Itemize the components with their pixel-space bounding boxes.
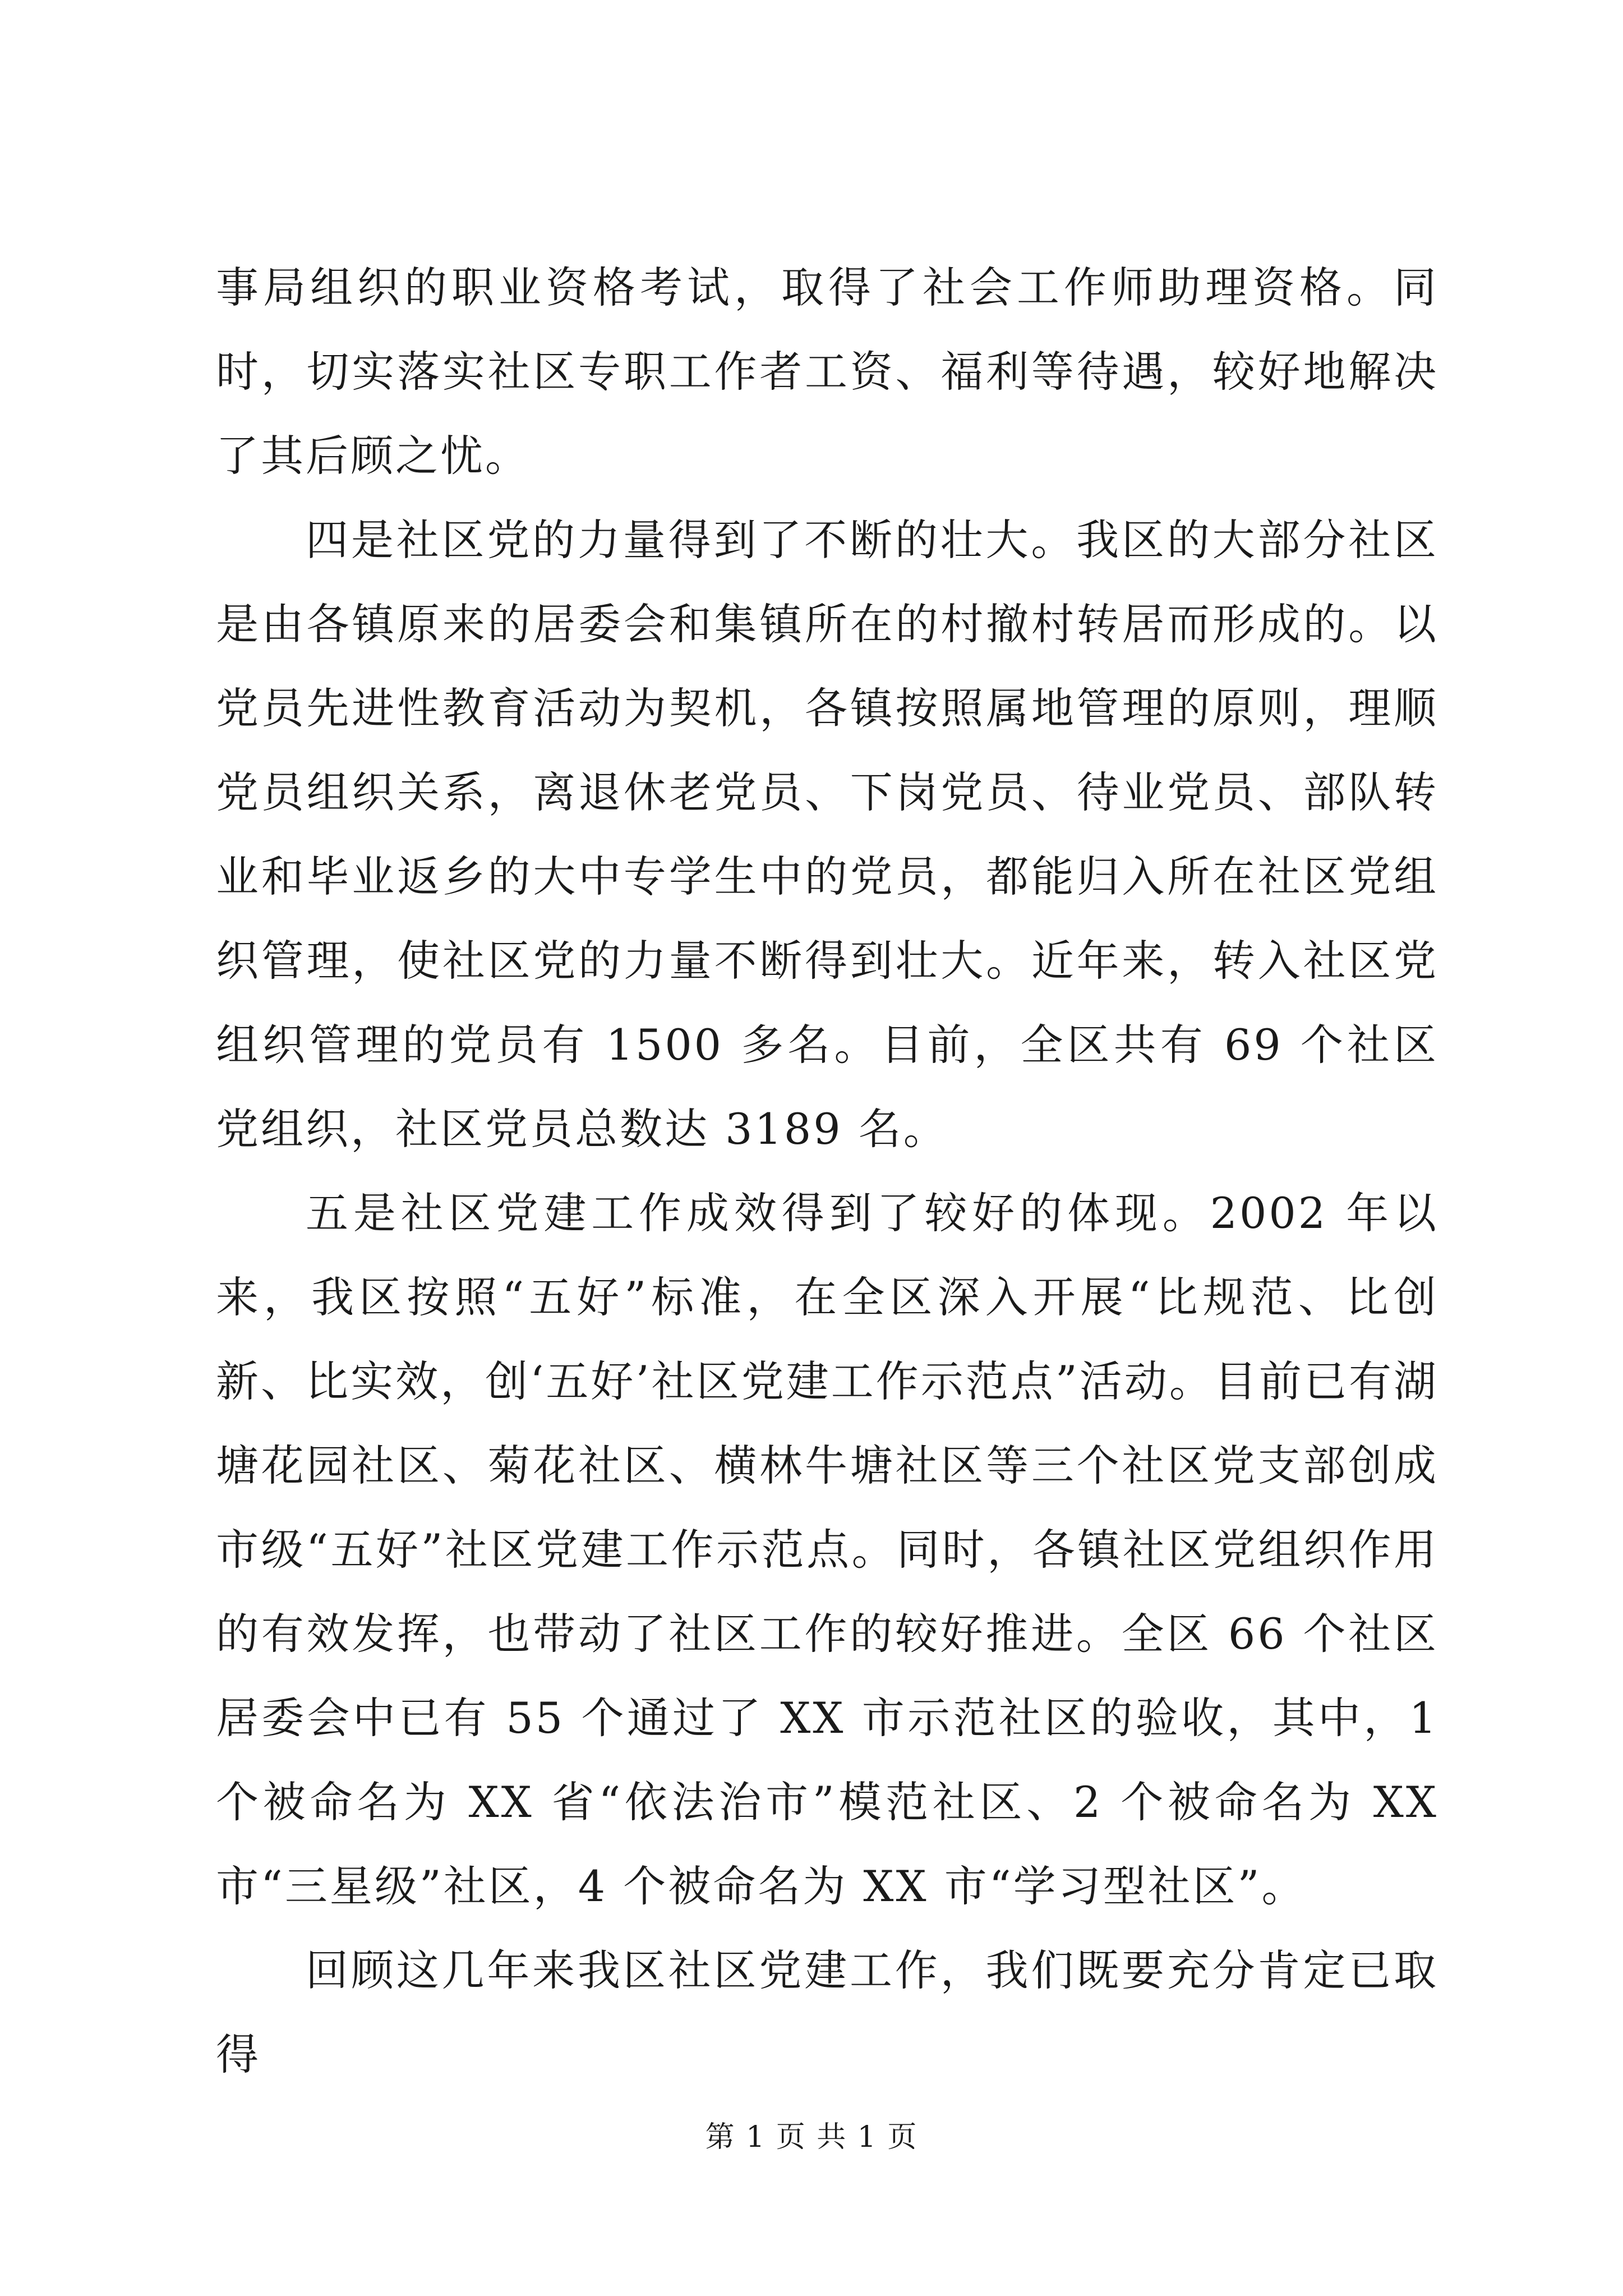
document-body [216, 246, 1438, 2097]
paragraph-3: 五是社区党建工作成效得到了较好的体现。2002 年以来，我区按照“五好”标准，在全区深入开展“比规范、比创新、比实效，创‘五好’社区党建工作示范点”活动。目前已有湖塘花园社区、菊花社区、横林牛塘社区等三个社区党支部创成市级“五好”社区党建工作示范点。同时，各镇社区党组织作用的有效发挥，也带动了社区工作的较好推进。全区 66 个社区居委会中已有 55 个通过了 XX 市示范社区的验收，其中，1 个被命名为 XX 省“依法治市”模范社区、2 个被命名为 XX 市“三星级”社区，4 个被命名为 XX 市“学习型社区”。 [216, 1188, 1438, 1911]
paragraph-1: 事局组织的职业资格考试，取得了社会工作师助理资格。同时，切实落实社区专职工作者工资、福利等待遇，较好地解决了其后顾之忧。 [216, 263, 1438, 481]
paragraph-4: 回顾这几年来我区社区党建工作，我们既要充分肯定已取得 [216, 1945, 1438, 2079]
page-footer: 第 1 页 共 1 页 [705, 2120, 918, 2154]
paragraph-2: 四是社区党的力量得到了不断的壮大。我区的大部分社区是由各镇原来的居委会和集镇所在的村撤村转居而形成的。以党员先进性教育活动为契机，各镇按照属地管理的原则，理顺党员组织关系，离退休老党员、下岗党员、待业党员、部队转业和毕业返乡的大中专学生中的党员，都能归入所在社区党组织管理，使社区党的力量不断得到壮大。近年来，转入社区党组织管理的党员有 1500 多名。目前，全区共有 69 个社区党组织，社区党员总数达 3189 名。 [216, 515, 1438, 1154]
